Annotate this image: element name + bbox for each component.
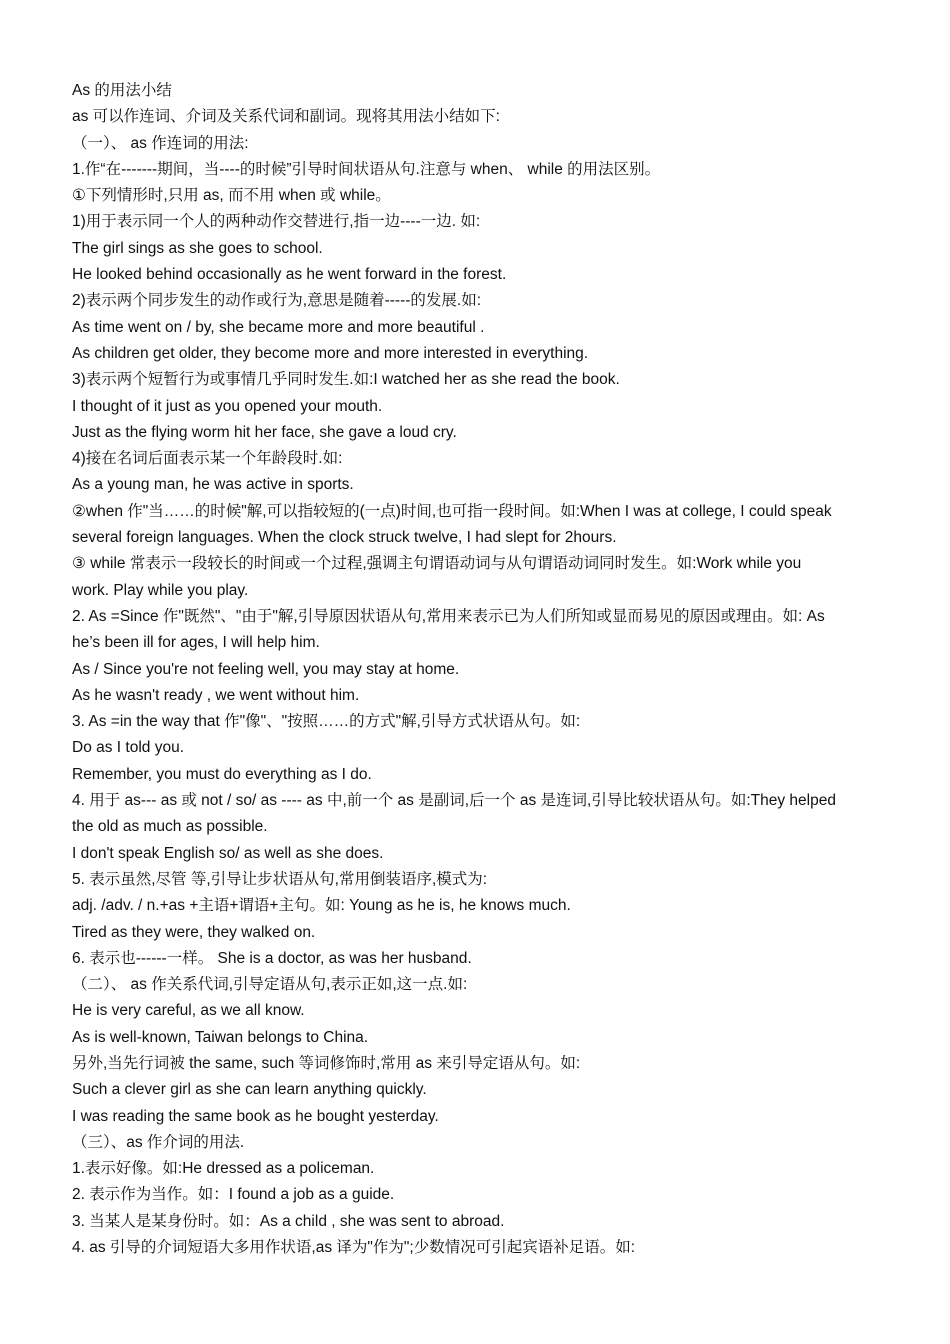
text-line: 4)接在名词后面表示某一个年龄段时.如: (72, 450, 343, 468)
text-line: 4. as 引导的介词短语大多用作状语,as 译为"作为";少数情况可引起宾语补足语。如: (72, 1239, 636, 1257)
example-line: Remember, you must do everything as I do. (72, 765, 372, 783)
example-line: He is very careful, as we all know. (72, 1002, 305, 1020)
text-line: 2. 表示作为当作。如：I found a job as a guide. (72, 1186, 395, 1204)
example-line: I thought of it just as you opened your mouth. (72, 397, 383, 415)
text-line: 另外,当先行词被 the same, such 等词修饰时,常用 as 来引导定语从句。如: (72, 1054, 581, 1072)
section-heading-preposition: （三）、as 作介词的用法. (72, 1133, 245, 1151)
text-line: 2. As =Since 作"既然"、"由于"解,引导原因状语从句,常用来表示已为人们所知或显而易见的原因或理由。如: As (72, 607, 825, 625)
document-title: As 的用法小结 (72, 82, 172, 99)
example-line: Such a clever girl as she can learn anything quickly. (72, 1081, 427, 1099)
example-line: Do as I told you. (72, 739, 185, 757)
text-line: ②when 作"当……的时候"解,可以指较短的(一点)时间,也可指一段时间。如:When I was at college, I could speak (72, 502, 832, 520)
text-line: ③ while 常表示一段较长的时间或一个过程,强调主句谓语动词与从句谓语动词同时发生。如:Work while you (72, 555, 802, 573)
text-line: several foreign languages. When the clock struck twelve, I had slept for 2hours. (72, 529, 617, 547)
example-line: The girl sings as she goes to school. (72, 239, 323, 257)
text-line: 1.表示好像。如:He dressed as a policeman. (72, 1160, 375, 1178)
example-line: I don't speak English so/ as well as she does. (72, 844, 384, 862)
example-line: As children get older, they become more and more interested in everything. (72, 344, 589, 362)
example-line: As is well-known, Taiwan belongs to China. (72, 1028, 369, 1046)
example-line: Just as the flying worm hit her face, she gave a loud cry. (72, 423, 457, 441)
example-line: As a young man, he was active in sports. (72, 476, 354, 494)
example-line: As he wasn't ready , we went without him. (72, 686, 360, 704)
example-line: Tired as they were, they walked on. (72, 923, 316, 941)
text-line: 2)表示两个同步发生的动作或行为,意思是随着-----的发展.如: (72, 292, 482, 310)
text-line: ①下列情形时,只用 as, 而不用 when 或 while。 (72, 187, 391, 205)
example-line: As / Since you're not feeling well, you may stay at home. (72, 660, 460, 678)
text-line: work. Play while you play. (72, 581, 249, 599)
example-line: As time went on / by, she became more and more beautiful . (72, 318, 485, 336)
intro-line: as 可以作连词、介词及关系代词和副词。现将其用法小结如下: (72, 108, 500, 126)
text-line: 3. As =in the way that 作"像"、"按照……的方式"解,引导方式状语从句。如: (72, 713, 581, 731)
text-line: 1.作“在-------期间，当----的时候”引导时间状语从句.注意与 when、 while 的用法区别。 (72, 160, 661, 178)
text-line: the old as much as possible. (72, 818, 268, 836)
text-line: adj. /adv. / n.+as +主语+谓语+主句。如: Young as he is, he knows much. (72, 897, 571, 915)
text-line: 3. 当某人是某身份时。如：As a child , she was sent to abroad. (72, 1212, 505, 1230)
example-line: He looked behind occasionally as he went forward in the forest. (72, 266, 507, 284)
text-line: 4. 用于 as--- as 或 not / so/ as ---- as 中,前一个 as 是副词,后一个 as 是连词,引导比较状语从句。如:They helped (72, 792, 836, 810)
text-line: 5. 表示虽然,尽管 等,引导让步状语从句,常用倒装语序,模式为: (72, 870, 488, 888)
section-heading-relative-pronoun: （二）、 as 作关系代词,引导定语从句,表示正如,这一点.如: (72, 976, 468, 994)
text-line: 6. 表示也------一样。 She is a doctor, as was her husband. (72, 949, 472, 967)
text-line: he’s been ill for ages, I will help him. (72, 634, 320, 652)
example-line: I was reading the same book as he bought yesterday. (72, 1107, 439, 1125)
section-heading-conjunction: （一）、 as 作连词的用法: (72, 134, 249, 152)
text-line: 1)用于表示同一个人的两种动作交替进行,指一边----一边. 如: (72, 213, 481, 231)
text-line: 3)表示两个短暂行为或事情几乎同时发生.如:I watched her as she read the book. (72, 371, 620, 389)
document-page (72, 78, 902, 1261)
